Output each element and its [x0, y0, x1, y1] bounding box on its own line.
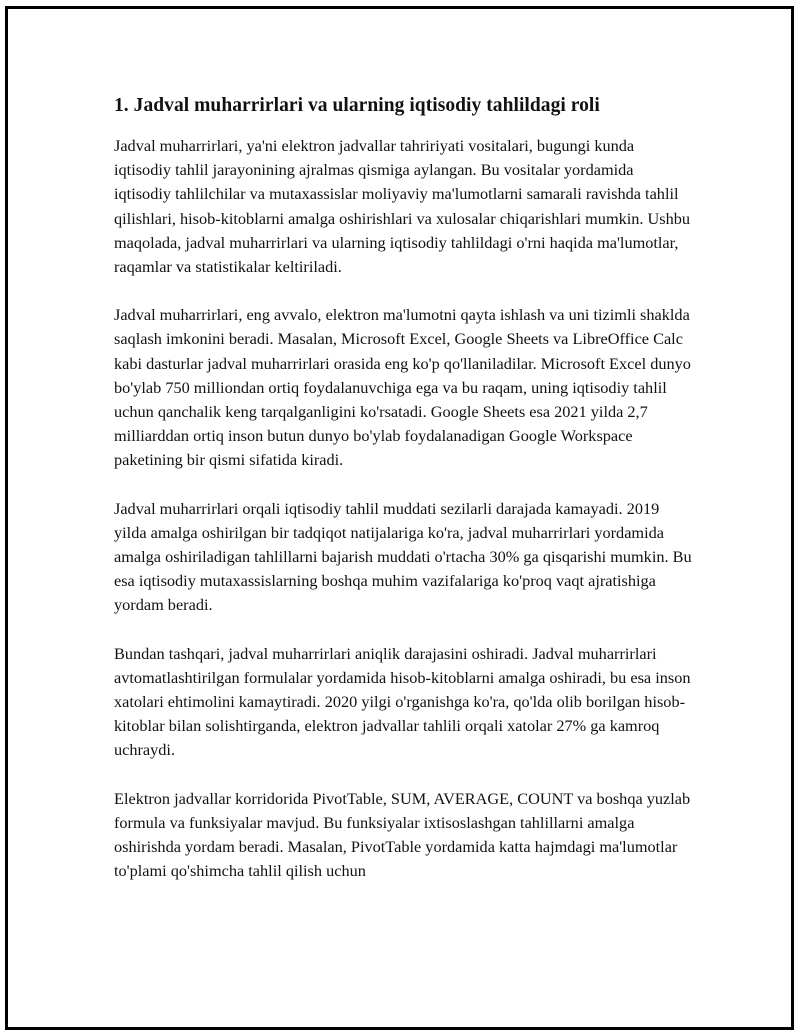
paragraph-functions: Elektron jadvallar korridorida PivotTable, SUM, AVERAGE, COUNT va boshqa yuzlab formula va funksiyalar mavjud. Bu funksiyalar ixtisoslashgan tahlillarni amalga oshirishda yordam beradi. Masalan, PivotTable yordamida katta hajmdagi ma'lumotlar to'plami qo'shimcha tahlil qilish uchun: [114, 788, 691, 881]
paragraph-tools: Jadval muharrirlari, eng avvalo, elektron ma'lumotni qayta ishlash va uni tizimli shaklda saqlash imkonini beradi. Masalan, Microsoft Excel, Google Sheets va LibreOffice Calc kabi dasturlar jadval muharrirlari orasida eng ko'p qo'llaniladilar. Microsoft Excel dunyo bo'ylab 750 milliondan ortiq foydalanuvchiga ega va bu raqam, uning iqtisodiy tahlil uchun qanchalik keng tarqalganligini ko'rsatadi. Google Sheets esa 2021 yilda 2,7 milliarddan ortiq inson butun dunyo bo'ylab foydalanadigan Google Workspace paketining bir qismi sifatida kiradi.: [114, 305, 691, 470]
document-body: [114, 93, 694, 907]
section-heading: 1. Jadval muharrirlari va ularning iqtisodiy tahlildagi roli: [114, 95, 600, 116]
paragraph-intro: Jadval muharrirlari, ya'ni elektron jadvallar tahririyati vositalari, bugungi kunda iqtisodiy tahlil jarayonining ajralmas qismiga aylangan. Bu vositalar yordamida iqtisodiy tahlilchilar va mutaxassislar moliyaviy ma'lumotlarni samarali ravishda tahlil qilishlari, hisob-kitoblarni amalga oshirishlari va xulosalar chiqarishlari mumkin. Ushbu maqolada, jadval muharrirlari va ularning iqtisodiy tahlildagi o'rni haqida ma'lumotlar, raqamlar va statistikalar keltiriladi.: [114, 136, 691, 277]
paragraph-accuracy: Bundan tashqari, jadval muharrirlari aniqlik darajasini oshiradi. Jadval muharrirlari avtomatlashtirilgan formulalar yordamida hisob-kitoblarni amalga oshiradi, bu esa inson xatolari ehtimolini kamaytiradi. 2020 yilgi o'rganishga ko'ra, qo'lda olib borilgan hisob-kitoblar bilan solishtirganda, elektron jadvallar tahlili orqali xatolar 27% ga kamroq uchraydi.: [114, 643, 691, 760]
paragraph-time-savings: Jadval muharrirlari orqali iqtisodiy tahlil muddati sezilarli darajada kamayadi. 2019 yilda amalga oshirilgan bir tadqiqot natijalariga ko'ra, jadval muharrirlari yordamida amalga oshiriladigan tahlillarni bajarish muddati o'rtacha 30% ga qisqarishi mumkin. Bu esa iqtisodiy mutaxassislarning boshqa muhim vazifalariga ko'proq vaqt ajratishiga yordam beradi.: [114, 498, 692, 615]
